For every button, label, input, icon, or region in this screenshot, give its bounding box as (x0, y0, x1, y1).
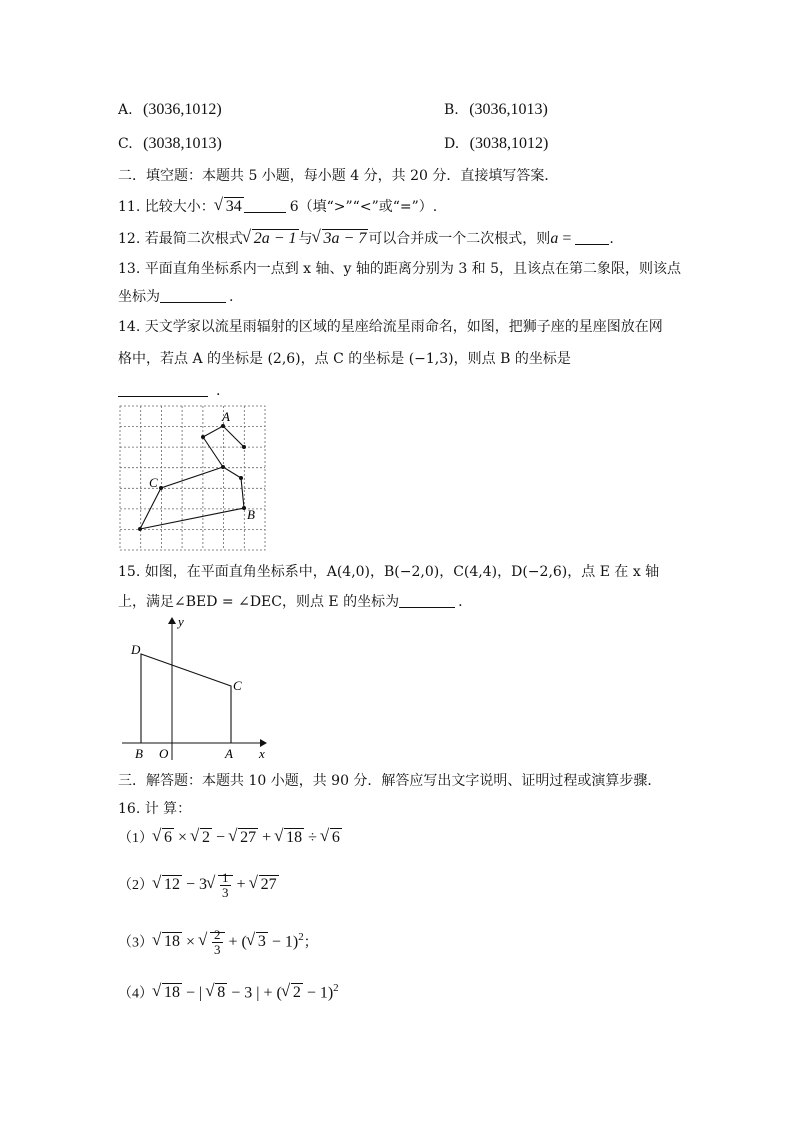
operator: + (258, 829, 276, 846)
leo-constellation-figure (118, 404, 268, 552)
label-y: y (178, 614, 184, 629)
option-b (444, 100, 548, 120)
label-b: B (135, 746, 143, 761)
operator: ÷ (304, 829, 321, 846)
q16-part-2 (118, 868, 279, 903)
sqrt (153, 983, 182, 1003)
q16-part-4 (118, 978, 339, 1004)
star (138, 527, 142, 531)
q12-sqrt-1 (243, 229, 299, 249)
q11-instruction: （填“>”“<”或“=”）. (298, 199, 438, 215)
q12-and: 与 (298, 231, 313, 247)
numerator: √ 2 (214, 927, 221, 943)
q11-number: 6 (289, 199, 299, 215)
star (221, 465, 225, 469)
quadrilateral-bdca (141, 654, 231, 743)
option-a-value: (3036,1012) (143, 101, 222, 118)
section-2-heading: 二．填空题：本题共 5 小题，每小题 4 分，共 20 分．直接填写答案． (118, 168, 559, 184)
section-3-heading: 三．解答题：本题共 10 小题，共 90 分．解答应写出文字说明、证明过程或演算步骤． (118, 773, 662, 789)
q11-radicand: 34 (225, 198, 242, 215)
sqrt (206, 983, 227, 1003)
option-a-label: A. (118, 102, 133, 118)
radicand: 12 (164, 876, 180, 893)
q12-prompt: 12. 若最简二次根式 (118, 231, 243, 247)
q12-period: . (609, 231, 614, 247)
radicand: 8 (217, 984, 226, 1002)
option-c-value: (3038,1013) (143, 135, 222, 152)
q15-period: . (458, 594, 463, 610)
star-a (221, 424, 225, 428)
option-d (444, 134, 548, 154)
option-d-label: D. (444, 136, 460, 152)
operator: × (174, 829, 192, 846)
label-c: C (233, 678, 242, 693)
option-b-label: B. (444, 102, 459, 118)
fraction (220, 871, 231, 900)
radicand: 27 (260, 876, 277, 893)
radicand: 6 (164, 829, 172, 846)
operator: − 3 | + ( (227, 984, 282, 1002)
star (201, 435, 205, 439)
radicand: 18 (164, 933, 180, 951)
sqrt (191, 828, 212, 848)
sqrt (282, 983, 303, 1003)
q14-answer-blank[interactable] (118, 382, 208, 397)
q12-answer-blank[interactable] (575, 230, 609, 245)
label-x: x (259, 746, 265, 761)
sqrt (247, 925, 268, 959)
q12-radicand-2: 3a − 7 (323, 230, 367, 247)
operator: + ( (224, 933, 247, 951)
q13-period: . (229, 289, 234, 305)
question-11 (118, 197, 437, 217)
radicand: 3 (257, 933, 266, 951)
sqrt (250, 868, 279, 902)
label-c: C (149, 475, 158, 490)
q11-answer-blank[interactable] (244, 198, 286, 213)
exponent: 2 (333, 982, 339, 994)
coordinate-figure (118, 612, 278, 764)
question-16-title: 16. 计 算： (118, 801, 192, 817)
q12-condition: 可以合并成一个二次根式，则 (368, 231, 551, 247)
radicand: 18 (286, 829, 303, 846)
q13-prompt: 坐标为 (118, 289, 160, 305)
star-c (159, 486, 163, 490)
denominator: 3 (214, 942, 221, 958)
option-d-value: (3038,1012) (469, 135, 549, 152)
sqrt (153, 868, 182, 902)
sqrt-fraction (207, 868, 233, 902)
q11-sqrt (215, 197, 244, 217)
label-a: A (225, 746, 233, 761)
option-c (118, 134, 222, 154)
fraction (212, 928, 223, 957)
operator: − (212, 829, 230, 846)
star-b (242, 506, 246, 510)
sqrt (229, 828, 258, 848)
q16-p4-label: （4） (118, 986, 153, 1002)
question-12 (118, 229, 614, 249)
question-15-line-2 (118, 592, 463, 612)
q15-answer-blank[interactable] (399, 593, 455, 608)
denominator: 3 (222, 884, 229, 900)
operator: − 1) (267, 933, 299, 951)
question-14-line-2: 格中，若点 A 的坐标是 (2,6)，点 C 的坐标是 (−1,3)，则点 B 的坐标是 (118, 351, 571, 367)
q13-answer-blank[interactable] (160, 288, 226, 303)
semicolon: ； (303, 935, 318, 951)
question-14-line-3 (118, 381, 220, 401)
q16-part-3 (118, 920, 318, 960)
radicand: 6 (331, 829, 340, 846)
operator: − 3 (182, 876, 208, 893)
option-c-label: C. (118, 136, 133, 152)
question-13-line-2 (118, 287, 233, 307)
sqrt (153, 925, 182, 959)
q16-p3-label: （3） (118, 935, 153, 951)
operator: + (232, 876, 250, 893)
q16-p2-label: （2） (118, 878, 153, 893)
label-a: A (222, 409, 230, 424)
q16-part-1 (118, 828, 342, 849)
label-b: B (247, 507, 255, 522)
label-d: D (131, 642, 141, 657)
sqrt (153, 828, 174, 848)
sqrt (275, 828, 304, 848)
option-b-value: (3036,1013) (469, 101, 548, 118)
numerator: √ 1 (222, 869, 229, 885)
operator: − 1) (302, 984, 334, 1002)
radicand: 2 (292, 984, 301, 1002)
star (239, 476, 243, 480)
q12-radicand-1: 2a − 1 (253, 230, 297, 247)
q14-period: . (216, 383, 221, 399)
star (242, 445, 246, 449)
radicand: 27 (240, 829, 257, 846)
q12-equals: = (558, 230, 576, 247)
label-o: O (159, 746, 169, 761)
q11-prompt: 11. 比较大小： (118, 199, 215, 215)
question-13-line-1: 13. 平面直角坐标系内一点到 x 轴、y 轴的距离分别为 3 和 5，且该点在第二象限，则该点 (118, 261, 682, 277)
radicand: 18 (164, 984, 180, 1002)
q15-prompt: 上，满足∠BED = ∠DEC，则点 E 的坐标为 (118, 594, 400, 610)
question-14-line-1: 14. 天文学家以流星雨辐射的区域的星座给流星雨命名，如图，把狮子座的星座图放在网 (118, 319, 663, 335)
q16-p1-label: （1） (118, 831, 153, 846)
radicand: 2 (202, 829, 211, 846)
q12-variable: a (550, 230, 559, 247)
operator: − | (182, 984, 207, 1002)
sqrt (321, 828, 342, 848)
q12-sqrt-2 (313, 229, 369, 249)
operator: × (182, 933, 200, 951)
question-15-line-1: 15. 如图，在平面直角坐标系中，A(4,0)，B(−2,0)，C(4,4)，D(−2,6)，点 E 在 x 轴 (118, 564, 660, 580)
exponent: 2 (298, 931, 304, 943)
sqrt-fraction (199, 925, 225, 959)
option-a (118, 100, 222, 120)
